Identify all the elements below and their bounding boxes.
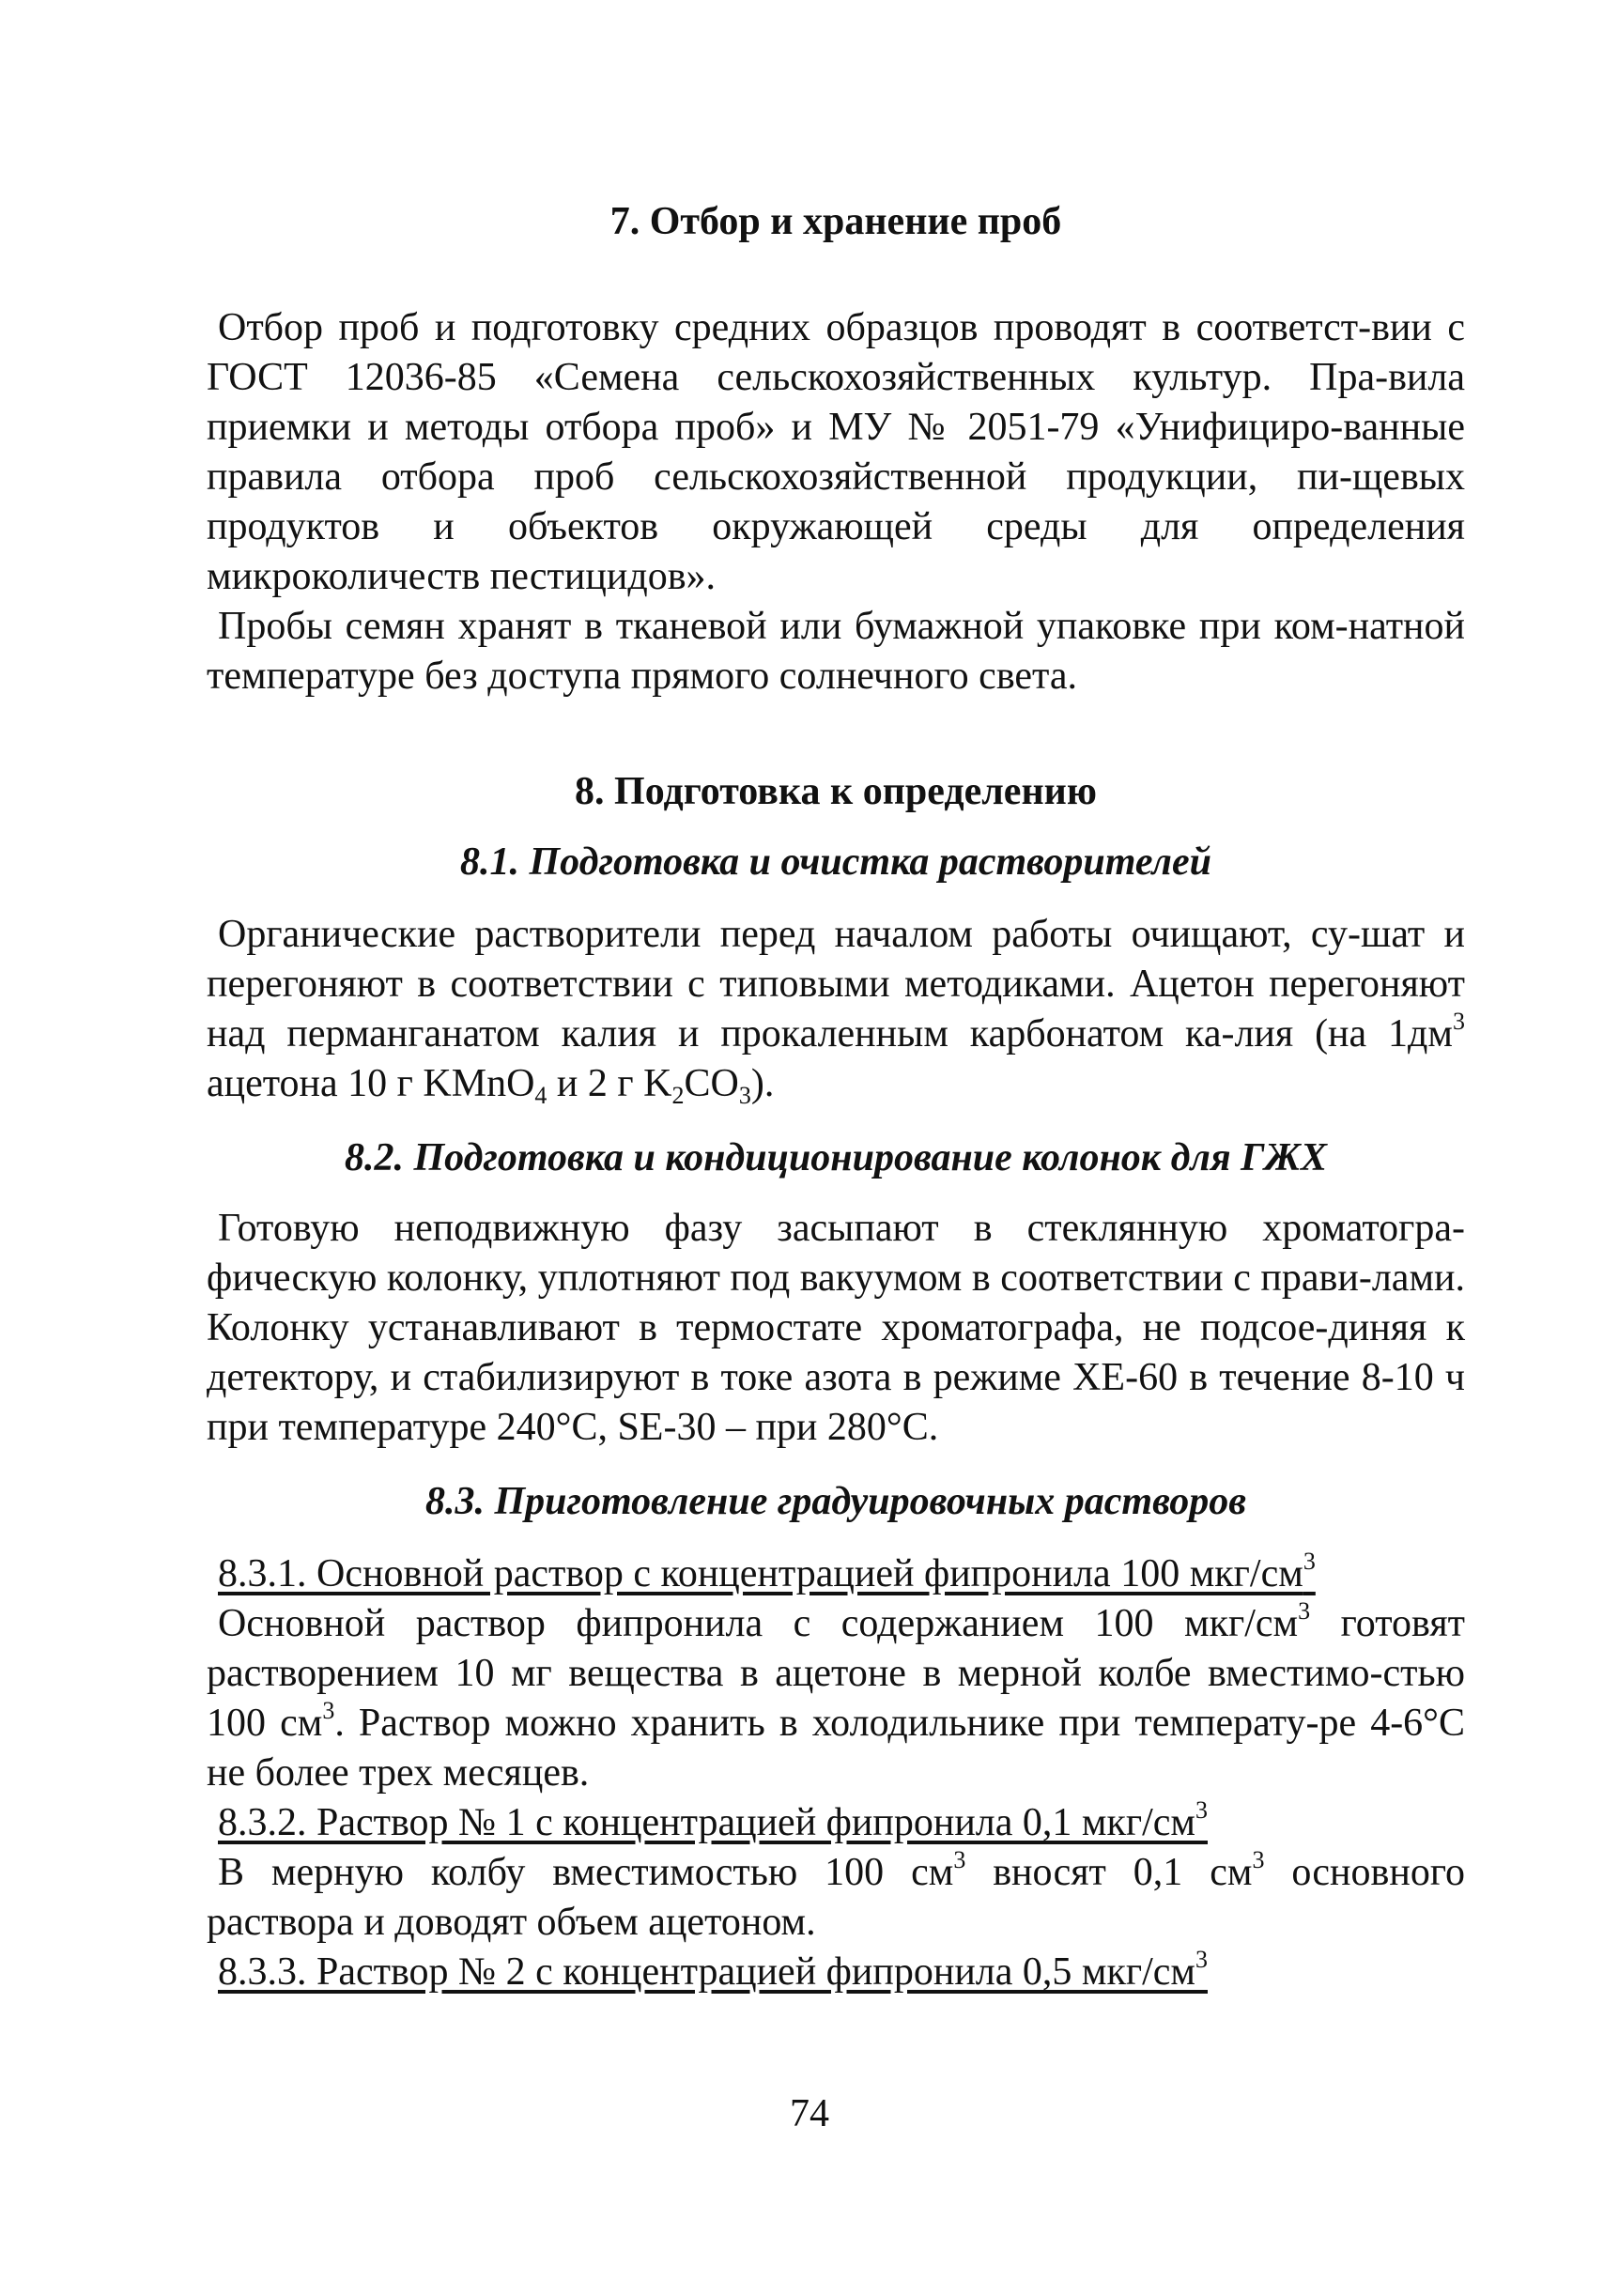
superscript: 3 [1303,1548,1316,1575]
text-run: ). [750,1062,775,1105]
subsection-8-2-paragraph: Готовую неподвижную фазу засыпают в стеклянную хроматогра-фическую колонку, уплотняют под вакуумом в соответствии с прави-лами. Колонку устанавливают в термостате хроматографа, не подсое-диняя к детектору, и стабилизируют в токе азота в режиме XE-60 в течение 8-10 ч при температуре 240°С, SE-30 – при 280°С. [207,1207,1465,1449]
superscript: 3 [1298,1597,1311,1625]
text-run: В мерную колбу вместимостью 100 см [218,1851,954,1894]
page-number: 74 [790,2092,829,2135]
section-8-title: 8. Подготовка к определению [575,770,1097,813]
item-8-3-3-heading [207,1948,1465,1997]
superscript: 3 [1453,1008,1465,1035]
superscript: 3 [1195,1946,1208,1973]
page-content [207,197,1465,1997]
text-run: вносят 0,1 см [965,1851,1253,1894]
subsection-8-1-paragraph [207,910,1465,1109]
subscript: 3 [738,1082,751,1109]
text-run: 8.3.1. Основной раствор с концентрацией фипронила 100 мкг/см [218,1552,1303,1595]
superscript: 3 [322,1697,335,1724]
text-run: основного раствора и доводят объем ацетоном. [207,1851,1465,1944]
item-8-3-2-heading [207,1798,1465,1848]
superscript: 3 [953,1846,966,1873]
superscript: 3 [1195,1796,1208,1824]
subscript: 2 [671,1082,685,1109]
item-8-3-1-heading [207,1549,1465,1599]
text-run: ацетона 10 г KMnO [207,1062,535,1105]
text-run: CO [684,1062,739,1105]
subsection-8-1-title: 8.1. Подготовка и очистка растворителей [460,840,1211,884]
text-run: 8.3.2. Раствор № 1 с концентрацией фипронила 0,1 мкг/см [218,1801,1195,1844]
subsection-8-2-title: 8.2. Подготовка и кондиционирование колонок для ГЖХ [344,1136,1328,1179]
section-7-title: 7. Отбор и хранение проб [609,200,1062,243]
subscript: 4 [534,1082,547,1109]
superscript: 3 [1252,1846,1265,1873]
item-8-3-1-paragraph [207,1599,1465,1798]
text-run: . Раствор можно хранить в холодильнике при температу-ре 4-6°С не более трех месяцев. [207,1702,1465,1795]
text-run: Основной раствор фипронила с содержанием 100 мкг/см [218,1602,1299,1645]
item-8-3-2-paragraph [207,1848,1465,1948]
section-7-paragraph-2: Пробы семян хранят в тканевой или бумажной упаковке при ком-натной температуре без доступа прямого солнечного света. [207,605,1465,698]
text-run: Органические растворители перед началом работы очищают, су-шат и перегоняют в соответствии с типовыми методиками. Ацетон перегоняют над перманганатом калия и прокаленным карбонатом ка-лия (на 1дм [207,913,1465,1056]
section-7-paragraph-1: Отбор проб и подготовку средних образцов проводят в соответст-вии с ГОСТ 12036-85 «Семена сельскохозяйственных культур. Пра-вила приемки и методы отбора проб» и МУ № 2051-79 «Унифициро-ванные правила отбора проб сельскохозяйственной продукции, пи-щевых продуктов и объектов окружающей среды для определения микроколичеств пестицидов». [207,306,1465,598]
text-run: 8.3.3. Раствор № 2 с концентрацией фипронила 0,5 мкг/см [218,1950,1195,1994]
text-run: готовят растворением 10 мг вещества в ацетоне в мерной колбе вместимо-стью 100 см [207,1602,1465,1745]
subsection-8-3-title: 8.3. Приготовление градуировочных растворов [424,1480,1247,1523]
text-run: и 2 г K [547,1062,672,1105]
